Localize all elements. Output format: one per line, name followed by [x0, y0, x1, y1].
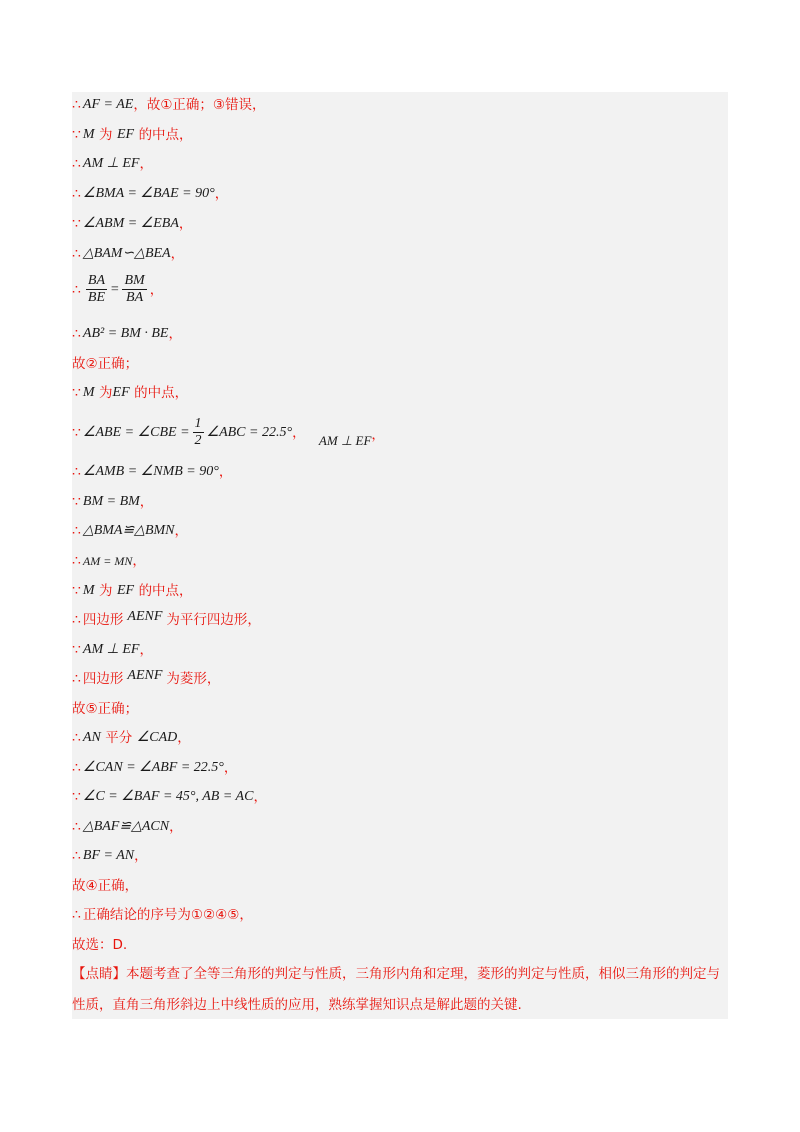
solution-line: ∴ △BAM∽△BEA ， — [72, 246, 185, 262]
solution-line: ∴ AM = MN ， — [72, 553, 146, 569]
solution-line: ∴ ∠CAN = ∠ABF = 22.5° ， — [72, 760, 238, 776]
comment-paragraph: 【点睛】本题考查了全等三角形的判定与性质，三角形内角和定理，菱形的判定与性质，相似三角形的判定与性质，直角三角形斜边上中线性质的应用，熟练掌握知识点是解此题的关键. — [72, 966, 720, 1013]
solution-line: ∴ △BAF≌△ACN ， — [72, 819, 183, 835]
fraction: $\frac{1}{2}$ — [194, 416, 202, 448]
fraction: $\frac{BA}{BE}$ — [87, 273, 106, 305]
solution-line: ∵ M 为 EF 的中点， — [72, 385, 189, 401]
solution-line: ∴ AB² = BM · BE ， — [72, 326, 182, 342]
solution-line: 故②正确； — [72, 356, 139, 372]
solution-line: ∵ AM ⊥ EF ， — [72, 642, 153, 658]
solution-line: ∴ BF = AN ， — [72, 848, 148, 864]
solution-line: ∵ ∠ABE = ∠CBE = $\frac{1}{2}$ ∠ABC = 22.5° ， AM ⊥ EF ， — [72, 416, 385, 448]
solution-line: 故④正确， — [72, 878, 139, 894]
solution-line: ∴ ∠BMA = ∠BAE = 90° ， — [72, 186, 229, 202]
solution-line: ∴ AN 平分 ∠CAD ， — [72, 730, 191, 746]
solution-line: ∵ BM = BM ， — [72, 494, 154, 510]
solution-line: ∴ AM ⊥ EF ， — [72, 156, 153, 172]
solution-line: ∵ M 为 EF 的中点， — [72, 127, 193, 143]
solution-line: ∴ AF = AE ，故①正确；③错误， — [72, 97, 266, 113]
solution-line: ∴ $\frac{BA}{BE}$ = $\frac{BM}{BA}$ ， — [72, 273, 164, 305]
solution-line: ∴ 四边形 AENF 为菱形， — [72, 668, 221, 687]
solution-line: ∴ △BMA≌△BMN ， — [72, 523, 189, 539]
solution-line: 故选：D. — [72, 937, 128, 953]
solution-line: ∵ M 为 EF 的中点， — [72, 583, 193, 599]
fraction: $\frac{BM}{BA}$ — [124, 273, 145, 305]
solution-line: ∴ ∠AMB = ∠NMB = 90° ， — [72, 464, 233, 480]
solution-line: 故⑤正确； — [72, 701, 139, 717]
solution-line: ∵ ∠C = ∠BAF = 45°, AB = AC ， — [72, 789, 267, 805]
solution-line: ∴ 四边形 AENF 为平行四边形， — [72, 609, 261, 628]
solution-line: ∵ ∠ABM = ∠EBA ， — [72, 216, 193, 232]
solution-line: ∴ 正确结论的序号为①②④⑤， — [72, 907, 253, 923]
